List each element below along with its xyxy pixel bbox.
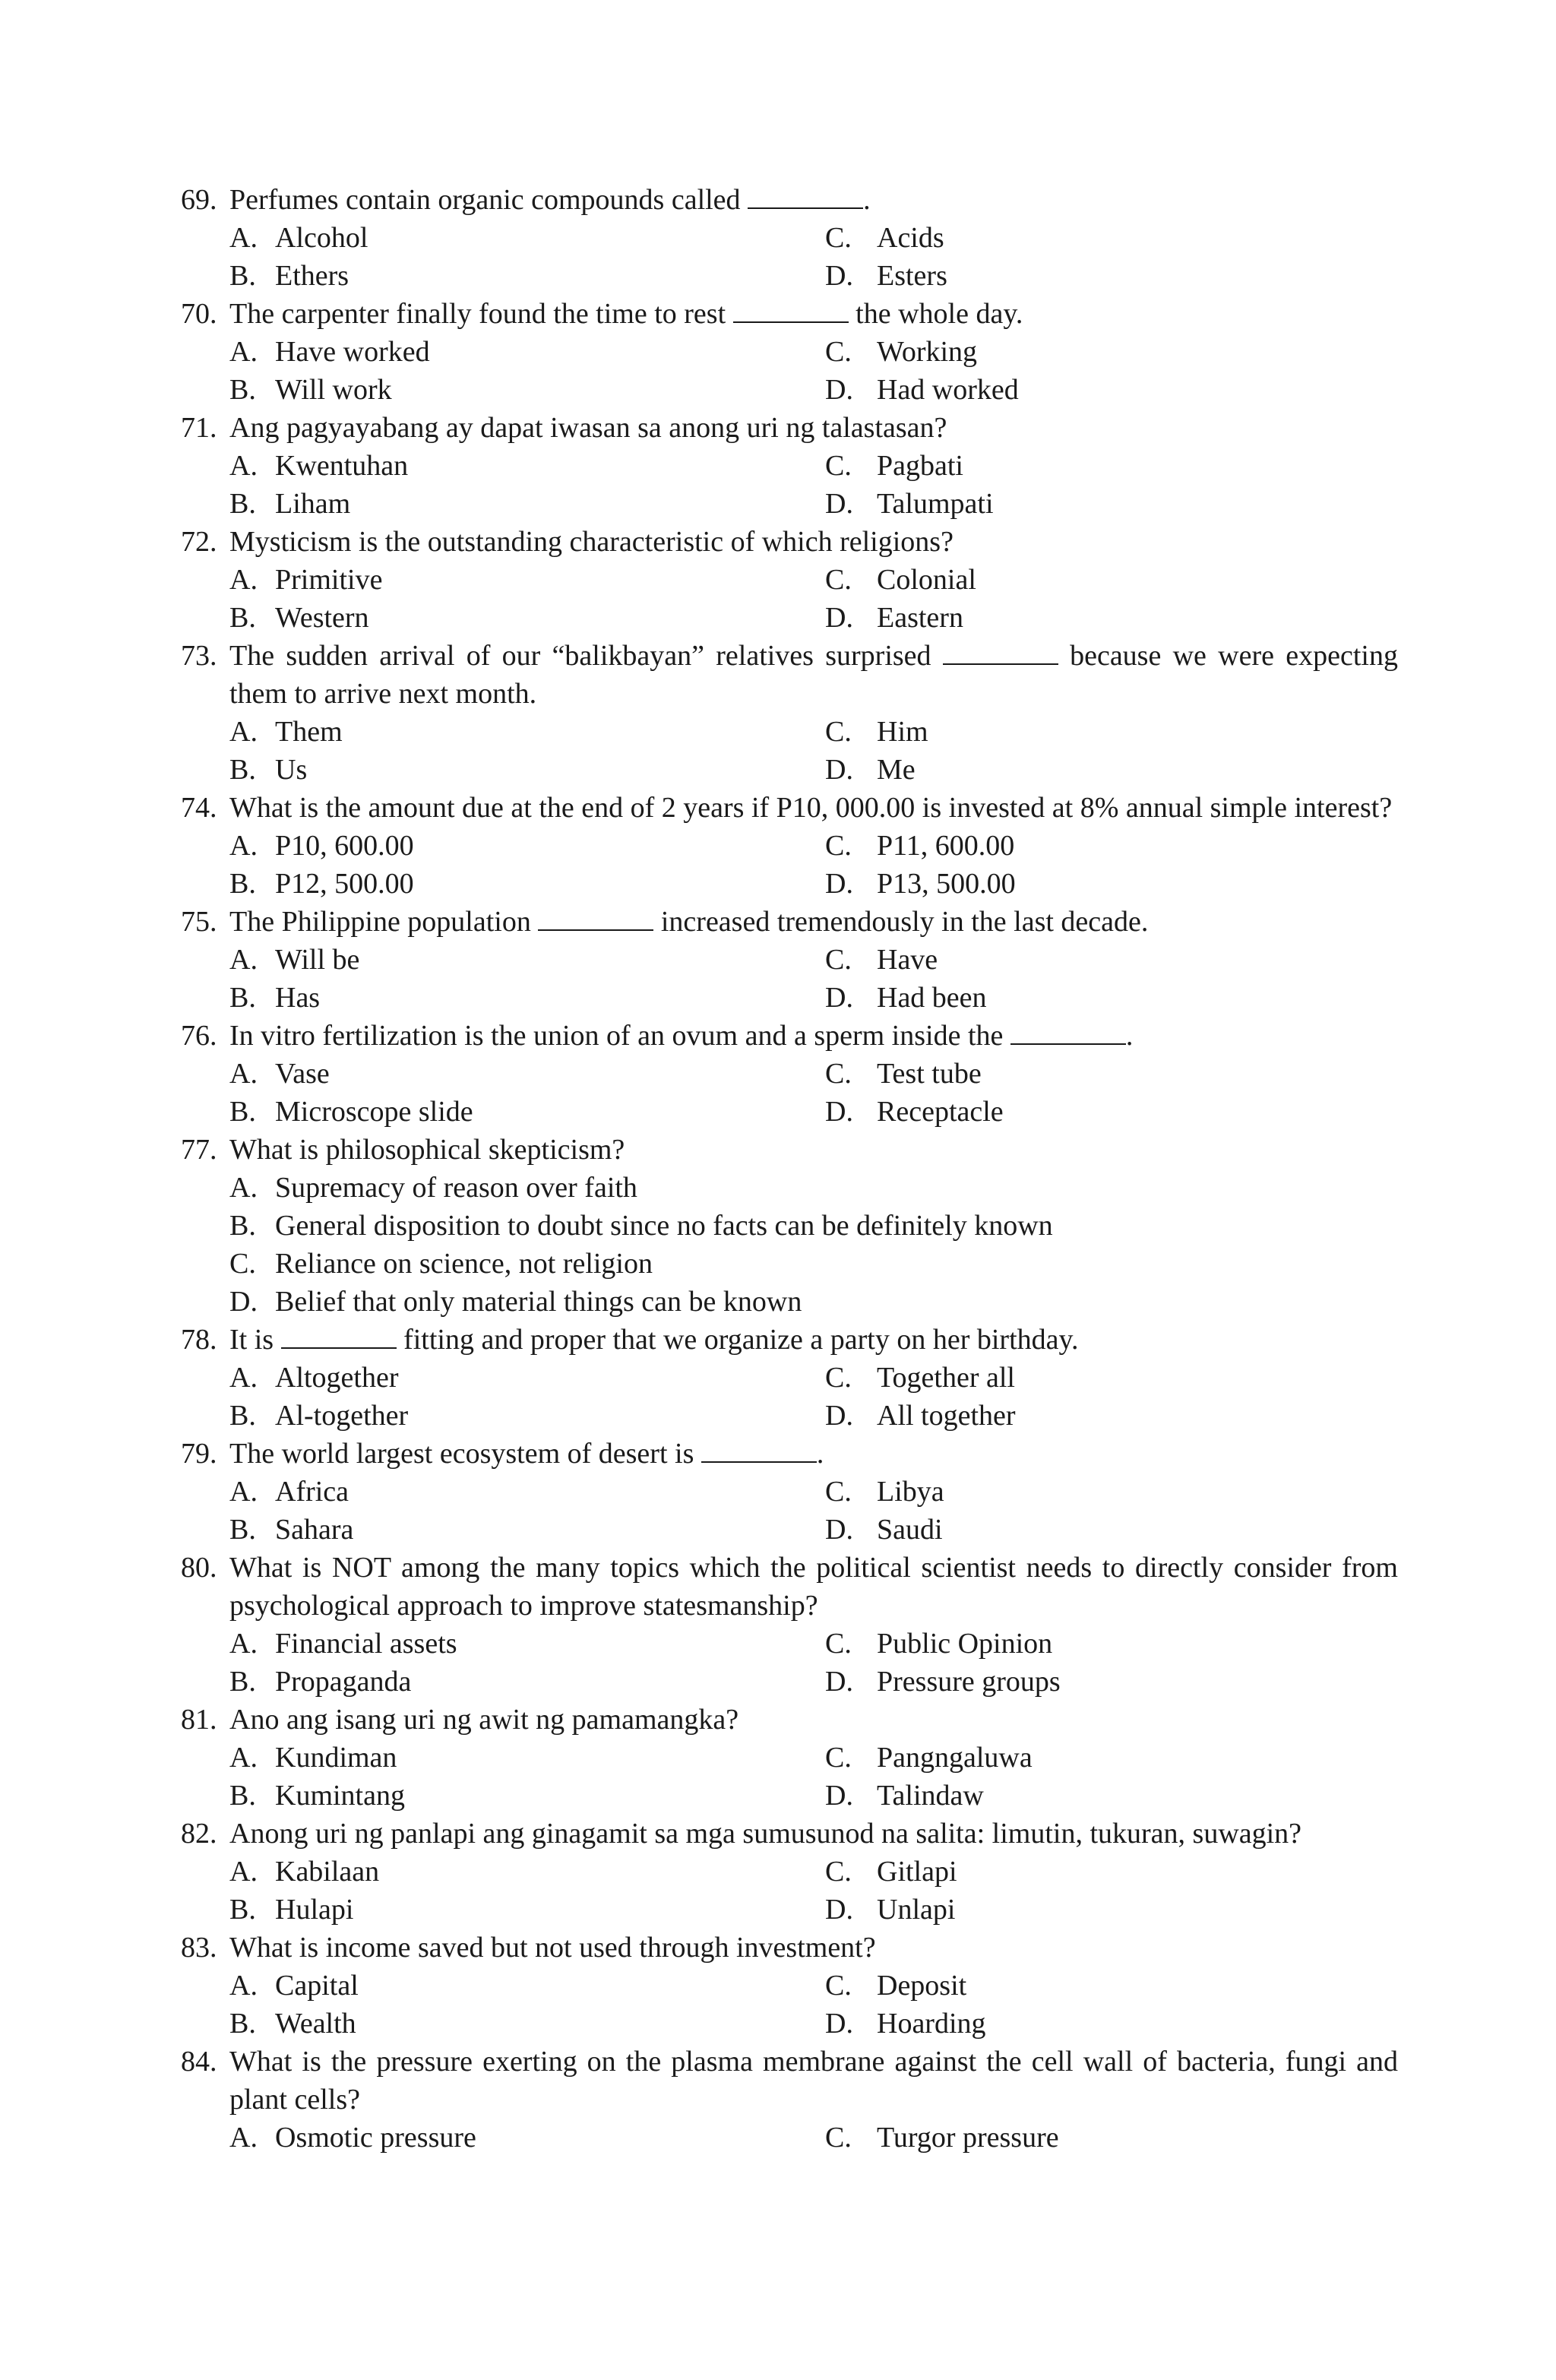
question-number: 73. (181, 640, 217, 672)
choice-text: Financial assets (275, 1628, 457, 1660)
choice-letter: D. (825, 1666, 853, 1698)
choice-text: Deposit (877, 1970, 967, 2002)
answer-choice (825, 1625, 1383, 1663)
answer-choices (181, 1739, 1398, 1815)
answer-choice (229, 1853, 825, 1891)
question-text-segment: What is philosophical skepticism? (229, 1134, 625, 1166)
choice-letter: A. (229, 222, 258, 254)
question-text (229, 1815, 1398, 1853)
choice-letter: B. (229, 1514, 256, 1546)
answer-choice (229, 827, 825, 865)
question-number: 75. (181, 906, 217, 938)
question-number: 81. (181, 1704, 217, 1736)
choice-text: Talindaw (877, 1780, 984, 1812)
choice-letter: A. (229, 1970, 258, 2002)
question-number: 78. (181, 1324, 217, 1356)
question-text-segment: It is (229, 1324, 281, 1356)
question-item (181, 181, 1398, 295)
question-item (181, 1321, 1398, 1435)
question-number: 82. (181, 1818, 217, 1850)
choice-text: Africa (275, 1476, 349, 1508)
choice-text: Eastern (877, 602, 963, 634)
choice-letter: B. (229, 754, 256, 786)
answer-choice (229, 1359, 825, 1397)
choice-letter: C. (825, 450, 852, 482)
answer-choice (229, 561, 825, 599)
answer-choice (825, 1739, 1383, 1777)
answer-choice (229, 713, 825, 751)
choice-text: P12, 500.00 (275, 868, 414, 900)
answer-choice (229, 1245, 1383, 1283)
question-stem (181, 2043, 1406, 2119)
choice-letter: C. (825, 564, 852, 596)
question-text-segment: What is the amount due at the end of 2 years if P10, 000.00 is invested at 8% annual simple interest? (229, 792, 1393, 824)
answer-choice (229, 941, 825, 979)
question-text-segment: Anong uri ng panlapi ang ginagamit sa mga sumusunod na salita: limutin, tukuran, suwagin? (229, 1818, 1302, 1850)
answer-choice (229, 485, 825, 523)
question-text-segment: What is income saved but not used through investment? (229, 1932, 876, 1964)
answer-choice (229, 1473, 825, 1511)
answer-choices (181, 713, 1398, 789)
question-stem (181, 1815, 1398, 1853)
choice-letter: C. (229, 1248, 256, 1280)
choice-letter: D. (825, 374, 853, 406)
answer-choice (825, 827, 1383, 865)
answer-choice (229, 979, 825, 1017)
answer-choice (825, 1663, 1383, 1701)
question-stem (181, 1549, 1406, 1625)
choice-letter: D. (825, 754, 853, 786)
answer-choice (229, 1625, 825, 1663)
question-item (181, 2043, 1406, 2157)
question-number: 80. (181, 1552, 217, 1584)
choice-letter: D. (825, 1400, 853, 1432)
choice-text: Western (275, 602, 369, 634)
question-number: 76. (181, 1020, 217, 1052)
choice-text: Colonial (877, 564, 976, 596)
choice-letter: B. (229, 2008, 256, 2040)
question-item (181, 523, 1398, 637)
answer-choices (181, 1853, 1398, 1929)
choice-letter: A. (229, 1058, 258, 1090)
answer-choices (181, 333, 1398, 409)
answer-choice (825, 1511, 1383, 1549)
answer-choice (229, 599, 825, 637)
answer-blank (701, 1435, 817, 1463)
question-item (181, 1435, 1398, 1549)
answer-choice (229, 1777, 825, 1815)
answer-choice (229, 1093, 825, 1131)
question-text (229, 181, 1398, 219)
question-item (181, 903, 1398, 1017)
question-text (229, 1929, 1398, 1967)
answer-blank (281, 1321, 397, 1349)
choice-text: Capital (275, 1970, 359, 2002)
choice-text: Has (275, 982, 321, 1014)
answer-choice (229, 2119, 825, 2157)
choice-letter: C. (825, 944, 852, 976)
answer-choice (825, 1093, 1383, 1131)
choice-letter: C. (825, 1628, 852, 1660)
question-text (229, 1435, 1398, 1473)
choice-text: Libya (877, 1476, 944, 1508)
choice-text: Talumpati (877, 488, 994, 520)
choice-letter: C. (825, 1970, 852, 2002)
answer-choice (229, 865, 825, 903)
answer-choices (181, 827, 1398, 903)
question-text-segment: What is NOT among the many topics which the political scientist needs to directly consider from psychological approach to improve statesmanship? (229, 1552, 1406, 1622)
answer-choice (825, 1359, 1383, 1397)
question-text-segment: What is the pressure exerting on the plasma membrane against the cell wall of bacteria, fungi and plant cells? (229, 2046, 1406, 2116)
answer-blank (733, 296, 849, 323)
choice-text: Hoarding (877, 2008, 986, 2040)
answer-choices (181, 561, 1398, 637)
question-stem (181, 181, 1398, 219)
choice-text: Esters (877, 260, 947, 292)
question-text (229, 1701, 1398, 1739)
choice-text: Them (275, 716, 343, 748)
question-text-segment: The Philippine population (229, 906, 539, 938)
choice-letter: C. (825, 1362, 852, 1394)
choice-text: Acids (877, 222, 944, 254)
question-text (229, 2043, 1406, 2119)
question-stem (181, 1435, 1398, 1473)
answer-choices (181, 2119, 1398, 2157)
choice-text: Alcohol (275, 222, 368, 254)
question-item (181, 637, 1406, 789)
answer-choice (229, 1169, 1383, 1207)
question-text-segment: fitting and proper that we organize a party on her birthday. (396, 1324, 1079, 1356)
choice-text: Kundiman (275, 1742, 397, 1774)
answer-choice (229, 2005, 825, 2043)
choice-letter: C. (825, 1856, 852, 1888)
choice-text: Gitlapi (877, 1856, 957, 1888)
answer-choice (229, 1055, 825, 1093)
answer-choice (825, 751, 1383, 789)
question-text (229, 903, 1398, 941)
choice-letter: A. (229, 716, 258, 748)
answer-choice (229, 1397, 825, 1435)
choice-letter: D. (825, 488, 853, 520)
choice-text: Will be (275, 944, 360, 976)
answer-choice (825, 1777, 1383, 1815)
question-item (181, 1815, 1398, 1929)
choice-text: Belief that only material things can be known (275, 1286, 802, 1318)
choice-text: Al-together (275, 1400, 409, 1432)
choice-text: Us (275, 754, 308, 786)
choice-letter: D. (825, 1894, 853, 1926)
answer-choices (181, 941, 1398, 1017)
question-text (229, 295, 1398, 333)
choice-text: Hulapi (275, 1894, 354, 1926)
question-stem (181, 523, 1398, 561)
question-text-segment: because we were expecting them to arrive next month. (229, 640, 1406, 710)
choice-text: Together all (877, 1362, 1015, 1394)
answer-choice (229, 1967, 825, 2005)
question-number: 69. (181, 184, 217, 216)
answer-choices (181, 219, 1398, 295)
question-text (229, 1017, 1398, 1055)
choice-letter: A. (229, 1742, 258, 1774)
choice-letter: B. (229, 982, 256, 1014)
question-number: 72. (181, 526, 217, 558)
choice-text: Turgor pressure (877, 2122, 1059, 2154)
choice-text: Pangngaluwa (877, 1742, 1033, 1774)
question-stem (181, 295, 1398, 333)
answer-blank (1010, 1018, 1126, 1045)
choice-text: Receptacle (877, 1096, 1004, 1128)
choice-letter: A. (229, 2122, 258, 2154)
question-text (229, 637, 1406, 713)
choice-text: Altogether (275, 1362, 399, 1394)
question-number: 79. (181, 1438, 217, 1470)
question-text-segment: The carpenter finally found the time to rest (229, 298, 733, 330)
answer-choice (825, 941, 1383, 979)
answer-choice (825, 447, 1383, 485)
choice-letter: A. (229, 1856, 258, 1888)
question-stem (181, 903, 1398, 941)
answer-choices (181, 1473, 1398, 1549)
question-text (229, 1321, 1398, 1359)
answer-choice (825, 2119, 1383, 2157)
choice-letter: C. (825, 1058, 852, 1090)
answer-choice (825, 1853, 1383, 1891)
choice-text: Vase (275, 1058, 330, 1090)
answer-choice (825, 979, 1383, 1017)
answer-choice (825, 1055, 1383, 1093)
choice-letter: B. (229, 1666, 256, 1698)
question-item (181, 1131, 1398, 1321)
choice-letter: C. (825, 1476, 852, 1508)
question-stem (181, 1321, 1398, 1359)
question-list (181, 181, 1406, 2157)
choice-letter: A. (229, 450, 258, 482)
choice-letter: A. (229, 1172, 258, 1204)
choice-letter: D. (825, 602, 853, 634)
choice-letter: C. (825, 716, 852, 748)
question-number: 84. (181, 2046, 217, 2078)
choice-letter: A. (229, 830, 258, 862)
choice-letter: D. (825, 1514, 853, 1546)
question-text-segment: The sudden arrival of our “balikbayan” relatives surprised (229, 640, 943, 672)
question-item (181, 295, 1398, 409)
answer-choice (229, 1663, 825, 1701)
question-text (229, 1549, 1406, 1625)
choice-text: P13, 500.00 (877, 868, 1016, 900)
answer-choices (181, 1359, 1398, 1435)
answer-choice (825, 1891, 1383, 1929)
answer-choice (825, 1967, 1383, 2005)
question-number: 83. (181, 1932, 217, 1964)
choice-text: Microscope slide (275, 1096, 473, 1128)
answer-choice (825, 561, 1383, 599)
choice-letter: D. (825, 982, 853, 1014)
choice-text: Wealth (275, 2008, 356, 2040)
question-stem (181, 789, 1398, 827)
choice-letter: A. (229, 1362, 258, 1394)
choice-letter: B. (229, 488, 256, 520)
answer-choice (229, 219, 825, 257)
question-item (181, 1017, 1398, 1131)
choice-text: Will work (275, 374, 392, 406)
answer-choices (181, 1967, 1398, 2043)
question-item (181, 1701, 1398, 1815)
question-number: 77. (181, 1134, 217, 1166)
answer-choice (229, 1891, 825, 1929)
choice-letter: B. (229, 1210, 256, 1242)
question-item (181, 1549, 1406, 1701)
choice-text: All together (877, 1400, 1016, 1432)
question-text-segment: . (1125, 1020, 1134, 1052)
answer-choice (229, 333, 825, 371)
choice-letter: C. (825, 336, 852, 368)
question-text-segment: The world largest ecosystem of desert is (229, 1438, 701, 1470)
choice-text: Public Opinion (877, 1628, 1053, 1660)
question-text-segment: . (816, 1438, 824, 1470)
answer-choices (181, 1169, 1398, 1321)
answer-choices (181, 1055, 1398, 1131)
choice-letter: D. (229, 1286, 258, 1318)
choice-text: Had worked (877, 374, 1019, 406)
choice-text: Ethers (275, 260, 349, 292)
answer-choice (825, 219, 1383, 257)
choice-letter: A. (229, 336, 258, 368)
answer-choice (229, 257, 825, 295)
answer-choice (229, 371, 825, 409)
answer-choice (825, 713, 1383, 751)
choice-letter: B. (229, 602, 256, 634)
choice-letter: B. (229, 1096, 256, 1128)
choice-text: Me (877, 754, 916, 786)
choice-letter: B. (229, 374, 256, 406)
question-text (229, 409, 1398, 447)
question-text (229, 789, 1398, 827)
question-text-segment: Mysticism is the outstanding characteristic of which religions? (229, 526, 954, 558)
question-number: 74. (181, 792, 217, 824)
choice-text: Working (877, 336, 978, 368)
question-text-segment: Ano ang isang uri ng awit ng pamamangka? (229, 1704, 739, 1736)
choice-text: Liham (275, 488, 351, 520)
choice-letter: C. (825, 1742, 852, 1774)
question-stem (181, 1701, 1398, 1739)
choice-text: Kwentuhan (275, 450, 409, 482)
question-text-segment: In vitro fertilization is the union of an ovum and a sperm inside the (229, 1020, 1010, 1052)
question-text-segment: Perfumes contain organic compounds called (229, 184, 748, 216)
choice-letter: A. (229, 1476, 258, 1508)
answer-choice (229, 447, 825, 485)
question-stem (181, 1929, 1398, 1967)
answer-choice (229, 1511, 825, 1549)
choice-text: Osmotic pressure (275, 2122, 476, 2154)
choice-letter: C. (825, 2122, 852, 2154)
question-item (181, 1929, 1398, 2043)
choice-text: Have (877, 944, 938, 976)
answer-choice (825, 865, 1383, 903)
answer-blank (748, 182, 863, 209)
choice-text: Reliance on science, not religion (275, 1248, 653, 1280)
answer-choices (181, 447, 1398, 523)
choice-text: Pagbati (877, 450, 963, 482)
question-stem (181, 409, 1398, 447)
choice-letter: D. (825, 1780, 853, 1812)
question-stem (181, 1017, 1398, 1055)
choice-text: Kabilaan (275, 1856, 380, 1888)
question-item (181, 789, 1398, 903)
question-stem (181, 1131, 1398, 1169)
choice-text: Test tube (877, 1058, 982, 1090)
question-number: 70. (181, 298, 217, 330)
choice-letter: D. (825, 1096, 853, 1128)
choice-letter: A. (229, 1628, 258, 1660)
question-text-segment: the whole day. (848, 298, 1023, 330)
answer-choice (825, 485, 1383, 523)
choice-text: Propaganda (275, 1666, 412, 1698)
choice-letter: D. (825, 260, 853, 292)
answer-choice (825, 2005, 1383, 2043)
choice-text: P10, 600.00 (275, 830, 414, 862)
answer-blank (538, 904, 653, 931)
question-stem (181, 637, 1406, 713)
choice-text: Supremacy of reason over faith (275, 1172, 637, 1204)
choice-text: General disposition to doubt since no facts can be definitely known (275, 1210, 1053, 1242)
answer-choice (825, 599, 1383, 637)
answer-choice (825, 257, 1383, 295)
answer-choice (229, 1283, 1383, 1321)
answer-choice (825, 1473, 1383, 1511)
question-text-segment: increased tremendously in the last decade. (653, 906, 1149, 938)
choice-letter: B. (229, 1400, 256, 1432)
choice-text: Have worked (275, 336, 430, 368)
choice-letter: C. (825, 222, 852, 254)
answer-choice (825, 371, 1383, 409)
choice-letter: B. (229, 1780, 256, 1812)
question-item (181, 409, 1398, 523)
answer-choice (825, 1397, 1383, 1435)
question-text-segment: Ang pagyayabang ay dapat iwasan sa anong uri ng talastasan? (229, 412, 947, 444)
answer-choice (229, 1739, 825, 1777)
choice-letter: B. (229, 868, 256, 900)
choice-text: Kumintang (275, 1780, 405, 1812)
choice-text: Unlapi (877, 1894, 956, 1926)
answer-choices (181, 1625, 1398, 1701)
choice-text: Saudi (877, 1514, 943, 1546)
choice-letter: C. (825, 830, 852, 862)
choice-letter: A. (229, 564, 258, 596)
choice-letter: B. (229, 260, 256, 292)
question-text-segment: . (863, 184, 871, 216)
choice-text: Pressure groups (877, 1666, 1061, 1698)
answer-blank (943, 638, 1058, 665)
choice-letter: B. (229, 1894, 256, 1926)
choice-text: Him (877, 716, 928, 748)
question-number: 71. (181, 412, 217, 444)
choice-text: Sahara (275, 1514, 354, 1546)
answer-choice (825, 333, 1383, 371)
choice-letter: D. (825, 868, 853, 900)
choice-text: P11, 600.00 (877, 830, 1015, 862)
answer-choice (229, 1207, 1383, 1245)
question-text (229, 523, 1398, 561)
choice-text: Had been (877, 982, 987, 1014)
choice-letter: D. (825, 2008, 853, 2040)
choice-letter: A. (229, 944, 258, 976)
answer-choice (229, 751, 825, 789)
question-text (229, 1131, 1398, 1169)
choice-text: Primitive (275, 564, 383, 596)
